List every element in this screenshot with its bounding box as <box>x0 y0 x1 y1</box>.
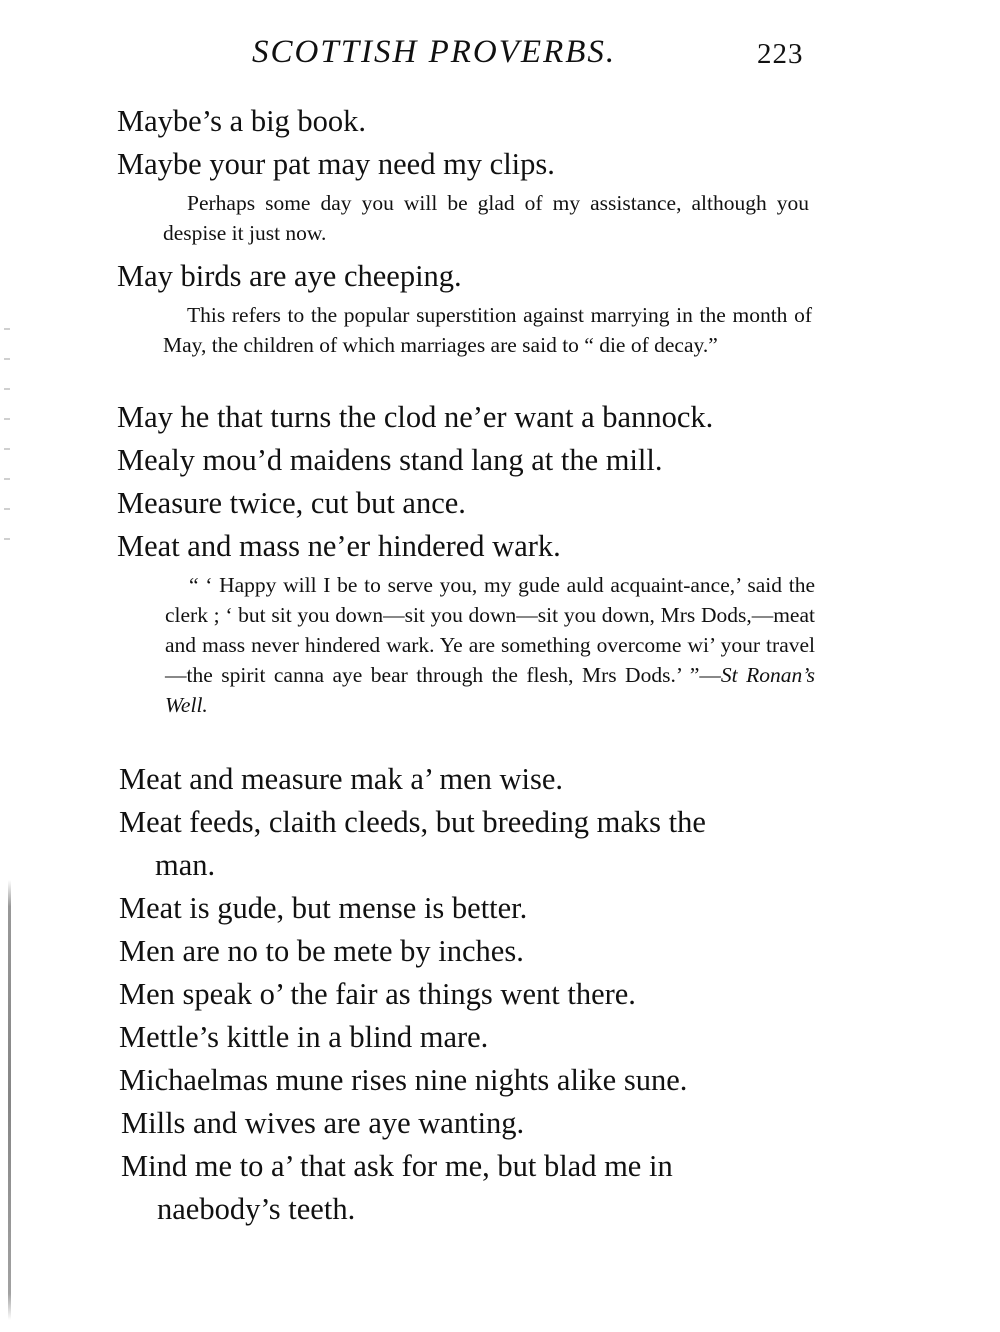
note-text: Perhaps some day you will be glad of my assistance, although you despise it just now. <box>163 191 809 245</box>
proverb: Mettle’s kittle in a blind mare. <box>119 1020 489 1054</box>
proverb: Meat and measure mak a’ men wise. <box>119 762 564 796</box>
proverb: Michaelmas mune rises nine nights alike sune. <box>119 1063 688 1097</box>
running-header <box>0 34 1000 74</box>
note-text: This refers to the popular superstition against marrying in the month of May, the children of which marriages are said to “ die of decay.” <box>163 303 812 357</box>
page-number: 223 <box>757 38 804 70</box>
proverb: Maybe your pat may need my clips. <box>117 147 555 181</box>
proverb: May he that turns the clod ne’er want a bannock. <box>117 400 714 434</box>
proverb: Meat and mass ne’er hindered wark. <box>117 529 561 563</box>
proverb: May birds are aye cheeping. <box>117 259 462 293</box>
proverb: Measure twice, cut but ance. <box>117 486 466 520</box>
proverb-line: Meat feeds, claith cleeds, but breeding maks the <box>119 805 706 839</box>
proverb: Men are no to be mete by inches. <box>119 934 524 968</box>
proverb: Mealy mou’d maidens stand lang at the mill. <box>117 443 663 477</box>
proverb: Mills and wives are aye wanting. <box>121 1106 525 1140</box>
proverb-note <box>163 300 812 360</box>
proverb: Meat is gude, but mense is better. <box>119 891 528 925</box>
proverb <box>119 801 706 887</box>
proverb-continuation: man. <box>155 848 216 882</box>
proverb: Men speak o’ the fair as things went there. <box>119 977 636 1011</box>
note-source: St Ronan’s Well. <box>165 663 815 717</box>
proverb-line: Mind me to a’ that ask for me, but blad me in <box>121 1149 673 1183</box>
proverb-continuation: naebody’s teeth. <box>157 1192 356 1226</box>
page-edge-specks <box>4 300 10 560</box>
note-text: “ ‘ Happy will I be to serve you, my gude auld acquaint-ance,’ said the clerk ; ‘ but sit you down—sit you down—sit you down, Mrs Dods,—meat and mass never hindered wark. Ye are something overcome wi’ your travel—the spirit canna aye bear through the flesh, Mrs Dods.’ ”— <box>165 573 815 687</box>
proverb-note <box>165 570 815 720</box>
proverb-note <box>163 188 809 248</box>
running-title: SCOTTISH PROVERBS. <box>252 34 617 70</box>
page-gutter-edge <box>8 880 11 1320</box>
proverb <box>121 1145 673 1231</box>
proverb: Maybe’s a big book. <box>117 104 367 138</box>
